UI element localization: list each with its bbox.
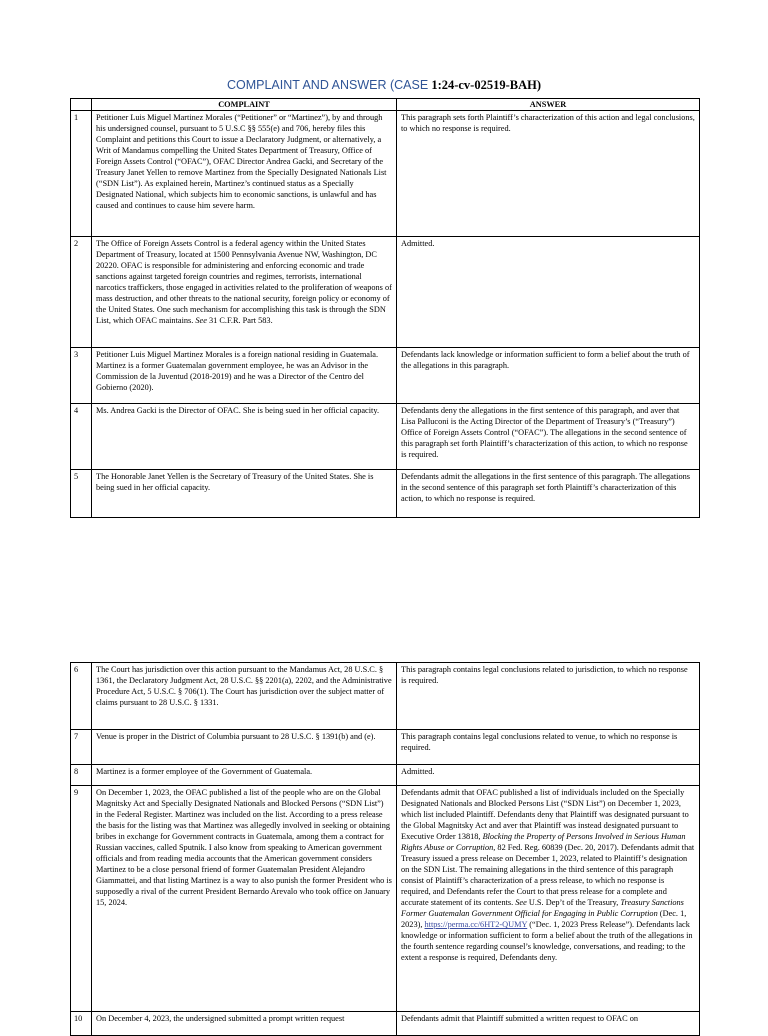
complaint-cell: On December 1, 2023, the OFAC published a list of the people who are on the Global Magnitsky Act and Specially Designated Nationals and Blocked Persons (“SDN List”) in the Federal Register. Martinez was included on the list. According to a press release the basis for the listing was that Martinez was allegedly involved in seeking or obtaining bribes in exchange for Government contracts in Guatemala, among them a contract for Russian vaccines, called Sputnik. I also know from speaking to American government officials and from reading media accounts that the American government considers Martinez to be a close personal friend of former Guatemalan President Alejandro Giammattei, and that listing Martinez is a way to also punish the former President who is supposedly a rival of the current President Bernardo Arevalo who took office on January 15, 2024. — [92, 786, 397, 1012]
table-row — [71, 765, 700, 786]
answer-cell: Defendants admit the allegations in the first sentence of this paragraph. The allegations in the second sentence of this paragraph set forth Plaintiff’s characterization of this action, to which no response is required. — [397, 470, 700, 518]
press-release-link[interactable]: https://perma.cc/6HT2-QUMY — [424, 920, 528, 929]
complaint-cell: On December 4, 2023, the undersigned submitted a prompt written request — [92, 1012, 397, 1036]
press-release-title: Treasury Sanctions Former Guatemalan Government Official for Engaging in Public Corruption — [401, 898, 684, 918]
paragraph-number: 5 — [71, 470, 92, 518]
page-title — [0, 76, 768, 94]
executive-order-title: Blocking the Property of Persons Involved in Serious Human Rights Abuse or Corruption — [401, 832, 686, 852]
answer-cell: Admitted. — [397, 237, 700, 348]
answer-cell: Defendants admit that Plaintiff submitted a written request to OFAC on — [397, 1012, 700, 1036]
complaint-answer-table-page2 — [70, 662, 700, 1036]
complaint-answer-table-page1 — [70, 98, 700, 518]
answer-cell: This paragraph contains legal conclusions related to jurisdiction, to which no response is required. — [397, 663, 700, 730]
answer-cell: This paragraph sets forth Plaintiff’s characterization of this action and legal conclusions, to which no response is required. — [397, 111, 700, 237]
header-number-cell — [71, 99, 92, 111]
complaint-text: The Office of Foreign Assets Control is a federal agency within the United States Department of Treasury, located at 1500 Pennsylvania Avenue NW, Washington, DC 20220. OFAC is responsible for administering and enforcing economic and trade sanctions against targeted foreign countries and regimes, terrorists, international narcotics traffickers, those engaged in activities related to the proliferation of weapons of mass destruction, and other threats to the national security, foreign policy or economy of the United States. One such mechanism for accomplishing this task is through the SDN List, which OFAC maintains. — [96, 239, 392, 325]
paragraph-number: 7 — [71, 730, 92, 765]
table-row — [71, 663, 700, 730]
table-row — [71, 404, 700, 470]
complaint-cell: Petitioner Luis Miguel Martinez Morales is a foreign national residing in Guatemala. Martinez is a former Guatemalan government employee, he was an Advisor in the Commission de la Juventud (2018-2019) and he was a Director of the Centro del Gobierno (2020). — [92, 348, 397, 404]
complaint-cell: Martinez is a former employee of the Government of Guatemala. — [92, 765, 397, 786]
paragraph-number: 9 — [71, 786, 92, 1012]
paragraph-number: 6 — [71, 663, 92, 730]
case-number: 1:24-cv-02519-BAH) — [428, 78, 542, 92]
answer-cell: Defendants deny the allegations in the first sentence of this paragraph, and aver that Lisa Palluconi is the Acting Director of the Department of Treasury’s (“Treasury”) Office of Foreign Assets Control (“OFAC”). The allegations in the second sentence of this paragraph set forth Plaintiff’s characterization of this action, to which no response is required. — [397, 404, 700, 470]
answer-text: , 82 Fed. Reg. 60839 (Dec. 20, 2017). Defendants admit that Treasury issued a press release on December 1, 2023, related to Plaintiff’s designation on the SDN List. The remaining allegations in the third sentence of this paragraph consist of Plaintiff’s characterization of a press release, to which no response is required, and Defendants refer the Court to that press release for a complete and accurate statement of its contents. — [401, 843, 695, 907]
title-prefix: COMPLAINT AND ANSWER (CASE — [226, 78, 429, 92]
answer-cell — [397, 786, 700, 1012]
header-answer: ANSWER — [397, 99, 700, 111]
complaint-text: 31 C.F.R. Part 583. — [206, 316, 273, 325]
table-row — [71, 730, 700, 765]
answer-text: U.S. Dep’t of the Treasury, — [526, 898, 621, 907]
answer-text: (“Dec. 1, 2023 Press Release”). Defendants lack knowledge or information sufficient to form a belief about the truth of the allegations in the fourth sentence regarding counsel’s knowledge, conversations, and reading; to the extent a response is required, Defendants deny. — [401, 920, 693, 962]
table-row — [71, 470, 700, 518]
table-header-row — [71, 99, 700, 111]
answer-text: (Dec. 1, 2023), — [401, 909, 687, 929]
table-row — [71, 348, 700, 404]
header-complaint: COMPLAINT — [92, 99, 397, 111]
paragraph-number: 8 — [71, 765, 92, 786]
paragraph-number: 1 — [71, 111, 92, 237]
complaint-cell: Ms. Andrea Gacki is the Director of OFAC. She is being sued in her official capacity. — [92, 404, 397, 470]
paragraph-number: 4 — [71, 404, 92, 470]
paragraph-number: 3 — [71, 348, 92, 404]
table-row — [71, 111, 700, 237]
complaint-cell: Venue is proper in the District of Columbia pursuant to 28 U.S.C. § 1391(b) and (e). — [92, 730, 397, 765]
paragraph-number: 10 — [71, 1012, 92, 1036]
answer-cell: Defendants lack knowledge or information sufficient to form a belief about the truth of the allegations in this paragraph. — [397, 348, 700, 404]
complaint-cell: Petitioner Luis Miguel Martinez Morales (“Petitioner” or “Martinez”), by and through his undersigned counsel, pursuant to 5 U.S.C §§ 555(e) and 706, hereby files this Complaint and petitions this Court to issue a Declaratory Judgment, or alternatively, a Writ of Mandamus compelling the United States Department of Treasury, Office of Foreign Assets Control (“OFAC”), OFAC Director Andrea Gacki, and Secretary of the Treasury Janet Yellen to remove Martinez from the Specially Designated Nationals List (“SDN List”). As explained herein, Martinez’s continued status as a Specially Designated National, which subjects him to economic sanctions, is unlawful and has caused and continues to cause him severe harm. — [92, 111, 397, 237]
complaint-cell — [92, 237, 397, 348]
answer-cell: Admitted. — [397, 765, 700, 786]
table-row — [71, 237, 700, 348]
complaint-cell: The Court has jurisdiction over this action pursuant to the Mandamus Act, 28 U.S.C. § 1361, the Declaratory Judgment Act, 28 U.S.C. §§ 2201(a), 2202, and the Administrative Procedure Act, 5 U.S.C. § 706(1). The Court has jurisdiction over the subject matter of claims pursuant to 28 U.S.C. § 1331. — [92, 663, 397, 730]
table-row — [71, 786, 700, 1012]
answer-cell: This paragraph contains legal conclusions related to venue, to which no response is required. — [397, 730, 700, 765]
complaint-cell: The Honorable Janet Yellen is the Secretary of Treasury of the United States. She is being sued in her official capacity. — [92, 470, 397, 518]
paragraph-number: 2 — [71, 237, 92, 348]
see-signal: See — [195, 316, 207, 325]
see-signal: See — [515, 898, 527, 907]
answer-text: Defendants admit that OFAC published a list of individuals included on the Specially Designated Nationals and Blocked Persons List (“SDN List”) on December 1, 2023, which list included Plaintiff. Defendants deny that Plaintiff was designated pursuant to the Global Magnitsky Act and aver that Plaintiff was instead designated pursuant to Executive Order 13818, — [401, 788, 689, 841]
